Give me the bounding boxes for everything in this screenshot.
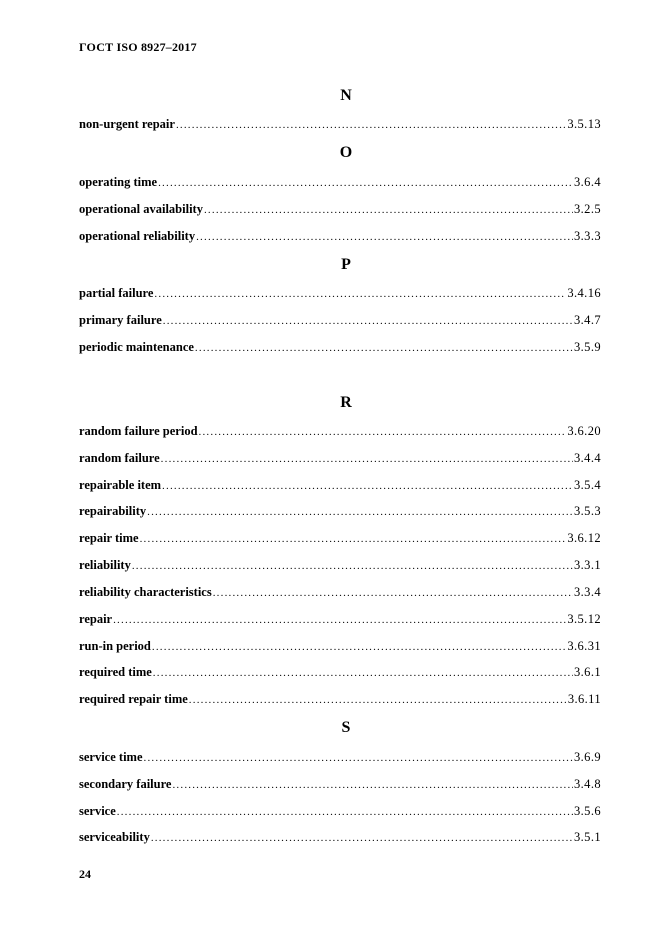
index-entry xyxy=(79,531,601,547)
section-letter-o: O xyxy=(339,144,353,161)
dot-leader xyxy=(132,560,573,572)
entry-ref: 3.6.4 xyxy=(574,175,601,189)
entry-ref: 3.6.11 xyxy=(567,692,601,706)
index-entry xyxy=(79,804,601,820)
entry-ref: 3.5.6 xyxy=(574,804,601,818)
entry-term: primary failure xyxy=(79,313,162,327)
dot-leader xyxy=(158,177,573,189)
index-entry xyxy=(79,340,601,356)
index-entry xyxy=(79,692,601,708)
index-entry xyxy=(79,830,601,846)
entry-ref: 3.6.9 xyxy=(574,750,601,764)
entry-term: secondary failure xyxy=(79,777,172,791)
dot-leader xyxy=(140,533,567,545)
dot-leader xyxy=(213,587,573,599)
entry-term: partial failure xyxy=(79,286,154,300)
dot-leader xyxy=(152,641,566,653)
index-entry xyxy=(79,478,601,494)
entry-ref: 3.5.3 xyxy=(574,504,601,518)
index-entry xyxy=(79,286,601,302)
dot-leader xyxy=(147,506,573,518)
entry-ref: 3.6.31 xyxy=(567,639,601,653)
dot-leader xyxy=(154,288,566,300)
entry-term: service xyxy=(79,804,116,818)
index-entry xyxy=(79,665,601,681)
entry-ref: 3.6.12 xyxy=(567,531,601,545)
index-entry xyxy=(79,585,601,601)
section-letter-n: N xyxy=(340,87,352,104)
index-entry xyxy=(79,229,601,245)
index-entry xyxy=(79,612,601,628)
entry-ref: 3.4.16 xyxy=(567,286,601,300)
dot-leader xyxy=(144,752,573,764)
dot-leader xyxy=(189,694,567,706)
entry-ref: 3.5.12 xyxy=(567,612,601,626)
index-entry xyxy=(79,313,601,329)
entry-term: random failure xyxy=(79,451,160,465)
entry-ref: 3.5.9 xyxy=(574,340,601,354)
entry-term: operational availability xyxy=(79,202,203,216)
entry-ref: 3.4.8 xyxy=(574,777,601,791)
dot-leader xyxy=(161,453,573,465)
document-header: ГОСТ ISO 8927–2017 xyxy=(79,40,197,54)
page-number: 24 xyxy=(79,867,91,881)
entry-ref: 3.3.1 xyxy=(574,558,601,572)
dot-leader xyxy=(199,426,567,438)
dot-leader xyxy=(153,667,573,679)
entry-term: repair time xyxy=(79,531,139,545)
entry-term: repairability xyxy=(79,504,147,518)
entry-ref: 3.6.1 xyxy=(574,665,601,679)
index-entry xyxy=(79,202,601,218)
section-letter-p: P xyxy=(341,256,351,273)
dot-leader xyxy=(176,119,566,131)
entry-term: repairable item xyxy=(79,478,162,492)
entry-term: non-urgent repair xyxy=(79,117,175,131)
entry-term: periodic maintenance xyxy=(79,340,194,354)
dot-leader xyxy=(204,204,573,216)
dot-leader xyxy=(117,806,573,818)
entry-term: run-in period xyxy=(79,639,151,653)
index-entry xyxy=(79,175,601,191)
dot-leader xyxy=(196,231,573,243)
entry-ref: 3.2.5 xyxy=(574,202,601,216)
dot-leader xyxy=(113,614,566,626)
entry-ref: 3.5.13 xyxy=(567,117,601,131)
entry-ref: 3.3.3 xyxy=(574,229,601,243)
entry-term: required time xyxy=(79,665,152,679)
section-letter-s: S xyxy=(341,719,351,736)
entry-ref: 3.4.4 xyxy=(574,451,601,465)
entry-term: repair xyxy=(79,612,113,626)
index-entry xyxy=(79,504,601,520)
entry-term: required repair time xyxy=(79,692,188,706)
index-entry xyxy=(79,117,601,133)
entry-term: operational reliability xyxy=(79,229,196,243)
index-entry xyxy=(79,424,601,440)
index-entry xyxy=(79,639,601,655)
dot-leader xyxy=(195,342,573,354)
entry-ref: 3.4.7 xyxy=(574,313,601,327)
section-letter-r: R xyxy=(340,394,352,411)
entry-ref: 3.3.4 xyxy=(574,585,601,599)
entry-ref: 3.5.4 xyxy=(574,478,601,492)
entry-term: serviceability xyxy=(79,830,150,844)
dot-leader xyxy=(163,315,573,327)
dot-leader xyxy=(162,480,573,492)
entry-term: random failure period xyxy=(79,424,198,438)
entry-term: reliability xyxy=(79,558,131,572)
entry-ref: 3.5.1 xyxy=(574,830,601,844)
index-entry xyxy=(79,451,601,467)
entry-term: service time xyxy=(79,750,143,764)
dot-leader xyxy=(151,832,573,844)
index-entry xyxy=(79,750,601,766)
index-entry xyxy=(79,777,601,793)
dot-leader xyxy=(172,779,573,791)
index-entry xyxy=(79,558,601,574)
entry-term: reliability characteristics xyxy=(79,585,212,599)
entry-term: operating time xyxy=(79,175,158,189)
entry-ref: 3.6.20 xyxy=(567,424,601,438)
